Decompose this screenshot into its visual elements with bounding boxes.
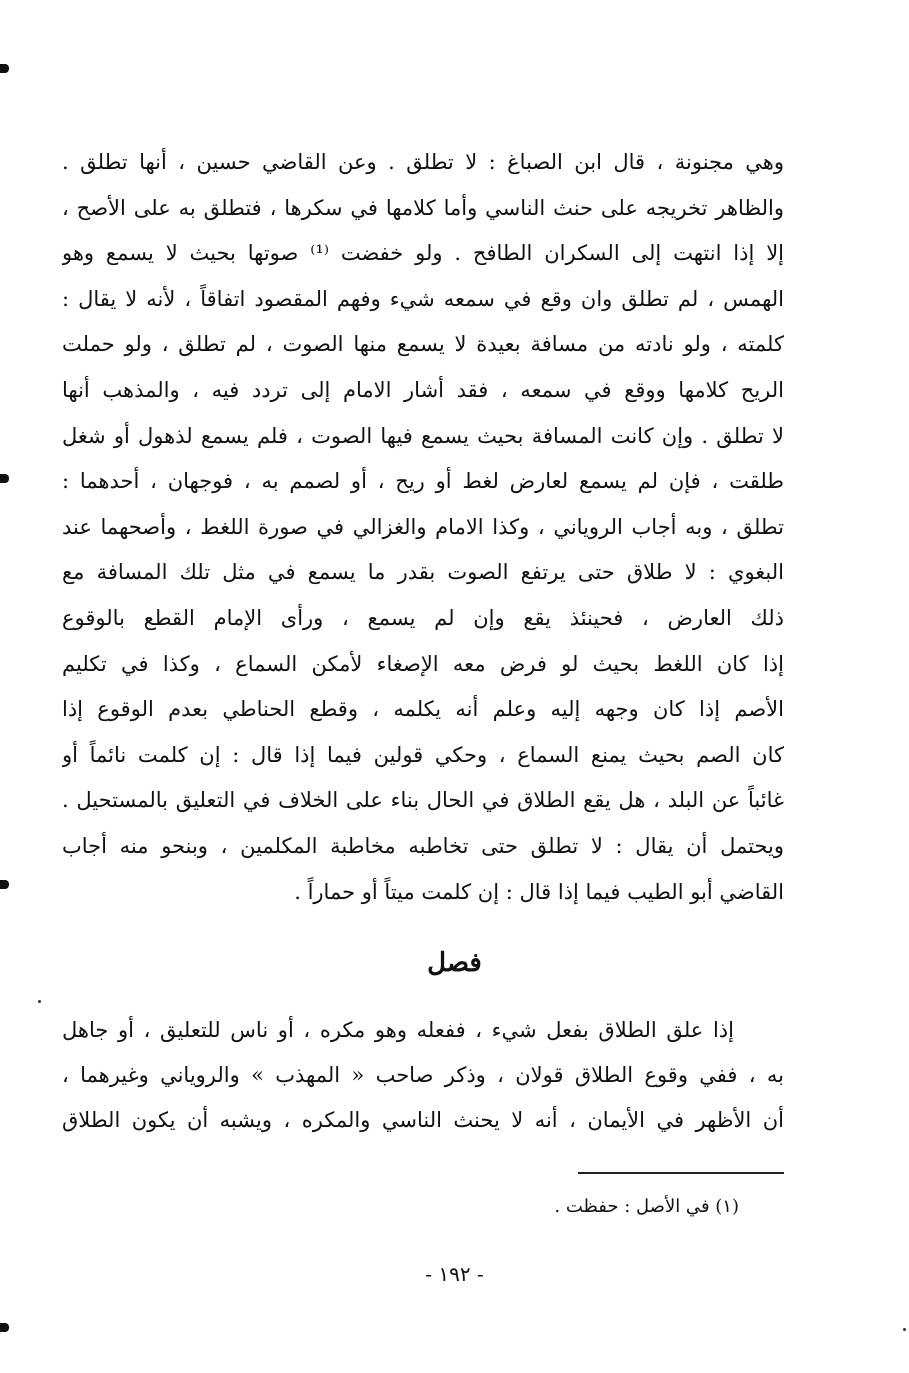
scan-speck — [903, 1328, 906, 1331]
text-line: كلمته ، ولو نادته من مسافة بعيدة لا يسمع منها الصوت ، لم تطلق ، ولو حملت — [62, 332, 784, 357]
text-line: كان الصم بحيث يمنع السماع ، وحكي قولين فيما إذا قال : إن كلمت نائماً أو — [62, 742, 784, 767]
text-line: البغوي : لا طلاق حتى يرتفع الصوت بقدر ما يسمع في مثل تلك المسافة مع — [62, 560, 784, 585]
text-line: غائباً عن البلد ، هل يقع الطلاق في الحال بناء على الخلاف في التعليق بالمستحيل . — [62, 788, 784, 813]
text-line: تطلق ، وبه أجاب الروياني ، وكذا الامام والغزالي في صورة اللغط ، وأصحهما عند — [62, 514, 784, 539]
text-line: ذلك العارض ، فحينئذ يقع وإن لم يسمع ، ورأى الإمام القطع بالوقوع — [62, 605, 784, 630]
footnote: (١) في الأصل : حفظت . — [554, 1196, 739, 1217]
text-line: وهي مجنونة ، قال ابن الصباغ : لا تطلق . وعن القاضي حسين ، أنها تطلق . — [62, 150, 784, 174]
scan-edge-mark — [0, 1323, 9, 1332]
scan-edge-mark — [0, 64, 9, 73]
main-text-block — [62, 140, 784, 915]
text-line: الهمس ، لم تطلق وان وقع في سمعه شيء وفهم المقصود اتفاقاً ، لأنه لا يقال : — [62, 286, 784, 311]
text-line: لا تطلق . وإن كانت المسافة بحيث يسمع فيها الصوت ، فلم يسمع لذهول أو شغل — [62, 423, 784, 448]
text-line: به ، ففي وقوع الطلاق قولان ، وذكر صاحب « المهذب » والروياني وغيرهما ، — [62, 1063, 784, 1087]
scan-edge-mark — [0, 474, 9, 483]
page-number: - ١٩٢ - — [425, 1262, 484, 1286]
text-line: إلا إذا انتهت إلى السكران الطافح . ولو خفضت ⁽¹⁾ صوتها بحيث لا يسمع وهو — [62, 241, 784, 266]
text-line: طلقت ، فإن لم يسمع لعارض لغط أو ريح ، أو لصمم به ، فوجهان ، أحدهما : — [62, 469, 784, 494]
text-line: الريح كلامها ووقع في سمعه ، فقد أشار الامام إلى تردد فيه ، والمذهب أنها — [62, 377, 784, 402]
text-line: الأصم إذا كان وجهه إليه وعلم أنه يكلمه ، وقطع الحناطي بعدم الوقوع إذا — [62, 697, 784, 722]
text-line: إذا كان اللغط بحيث لو فرض معه الإصغاء لأمكن السماع ، وكذا في تكليم — [62, 651, 784, 676]
footnote-divider — [578, 1172, 784, 1174]
text-line: إذا علق الطلاق بفعل شيء ، ففعله وهو مكره ، أو ناس للتعليق ، أو جاهل — [62, 1018, 734, 1042]
text-line: القاضي أبو الطيب فيما إذا قال : إن كلمت ميتاً أو حماراً . — [294, 879, 784, 904]
section-text-block — [62, 1008, 784, 1143]
text-line: أن الأظهر في الأيمان ، أنه لا يحنث الناسي والمكره ، ويشبه أن يكون الطلاق — [62, 1108, 784, 1132]
text-line: والظاهر تخريجه على حنث الناسي وأما كلامها في سكرها ، فتطلق به على الأصح ، — [62, 195, 784, 220]
section-heading: فصل — [427, 948, 482, 978]
scan-speck — [38, 1000, 41, 1003]
scan-edge-mark — [0, 880, 9, 889]
text-line: ويحتمل أن يقال : لا تطلق حتى تخاطبه مخاطبة المكلمين ، وبنحو منه أجاب — [62, 833, 784, 858]
